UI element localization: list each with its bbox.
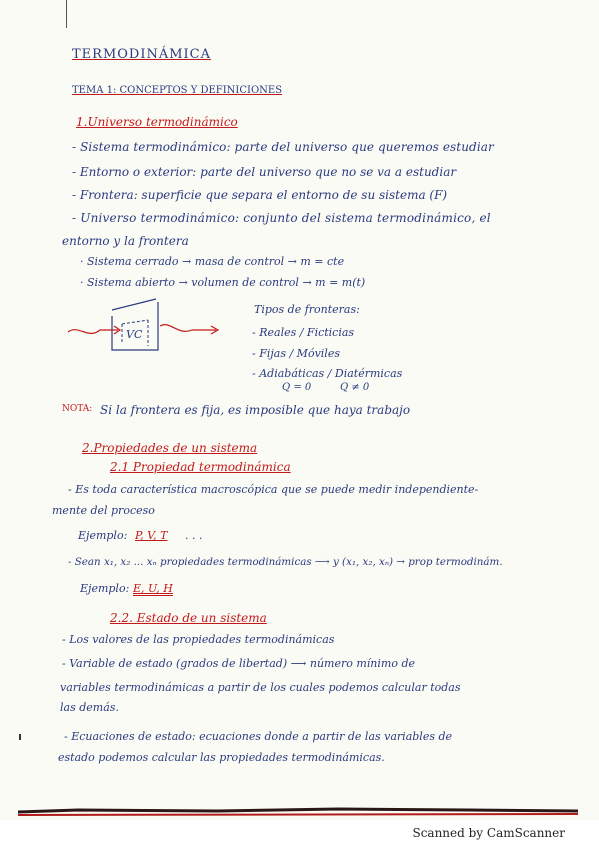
example-dots: . . . <box>185 529 203 542</box>
estado-line: - Ecuaciones de estado: ecuaciones donde a partir de las variables de <box>64 730 453 743</box>
estado-line: estado podemos calcular las propiedades termodinámicas. <box>58 751 385 764</box>
nota-label: NOTA: <box>62 404 93 414</box>
estado-line: - Los valores de las propiedades termodinámicas <box>62 633 335 646</box>
section2-sub2: 2.2. Estado de un sistema <box>110 611 267 625</box>
example-value: E, U, H <box>133 582 173 595</box>
tema-heading: TEMA 1: CONCEPTOS Y DEFINICIONES <box>72 85 283 96</box>
page-bottom-edge <box>18 806 578 816</box>
frontera-item: - Reales / Ficticias <box>252 326 355 339</box>
example-label: Ejemplo: <box>78 529 128 542</box>
section1-line: - Universo termodinámico: conjunto del sistema termodinámico, el <box>72 211 491 225</box>
section1-line: - Frontera: superficie que separa el entorno de su sistema (F) <box>72 188 448 202</box>
nota-text: Si la frontera es fija, es imposible que haya trabajo <box>100 403 411 417</box>
scanner-watermark: Scanned by CamScanner <box>412 826 565 840</box>
q-diathermic: Q ≠ 0 <box>340 382 370 393</box>
margin-mark <box>19 734 21 740</box>
section1-line: - Sistema termodinámico: parte del universo que queremos estudiar <box>72 140 494 154</box>
section1-line: entorno y la frontera <box>62 234 189 248</box>
section1-line: - Entorno o exterior: parte del universo que no se va a estudiar <box>72 165 457 179</box>
q-adiabatic: Q = 0 <box>282 382 312 393</box>
frontera-item: - Fijas / Móviles <box>252 347 340 360</box>
definition-line: - Sean x₁, x₂ ... xₙ propiedades termodinámicas ⟶ y (x₁, x₂, xₙ) → prop termodinám. <box>68 556 503 568</box>
frontera-item: - Adiabáticas / Diatérmicas <box>252 367 403 380</box>
page-title: TERMODINÁMICA <box>72 47 212 62</box>
fronteras-heading: Tipos de fronteras: <box>254 303 360 316</box>
section1-heading: 1.Universo termodinámico <box>76 115 238 129</box>
definition-line: - Es toda característica macroscópica que se puede medir independiente- <box>68 483 479 496</box>
estado-line: - Variable de estado (grados de libertad) ⟶ número mínimo de <box>62 657 416 670</box>
estado-line: las demás. <box>60 701 119 714</box>
example-label: Ejemplo: <box>80 582 130 595</box>
example-value: P, V, T <box>135 529 168 542</box>
section2-heading: 2.Propiedades de un sistema <box>82 441 258 455</box>
control-volume-diagram <box>60 296 230 368</box>
section1-line: · Sistema cerrado → masa de control → m = cte <box>80 255 345 268</box>
estado-line: variables termodinámicas a partir de los cuales podemos calcular todas <box>60 681 461 694</box>
margin-line <box>66 0 67 28</box>
section1-line: · Sistema abierto → volumen de control → m = m(t) <box>80 276 366 289</box>
section2-sub1: 2.1 Propiedad termodinámica <box>110 460 291 474</box>
definition-line: mente del proceso <box>52 504 155 517</box>
vc-label: VC <box>126 328 143 341</box>
